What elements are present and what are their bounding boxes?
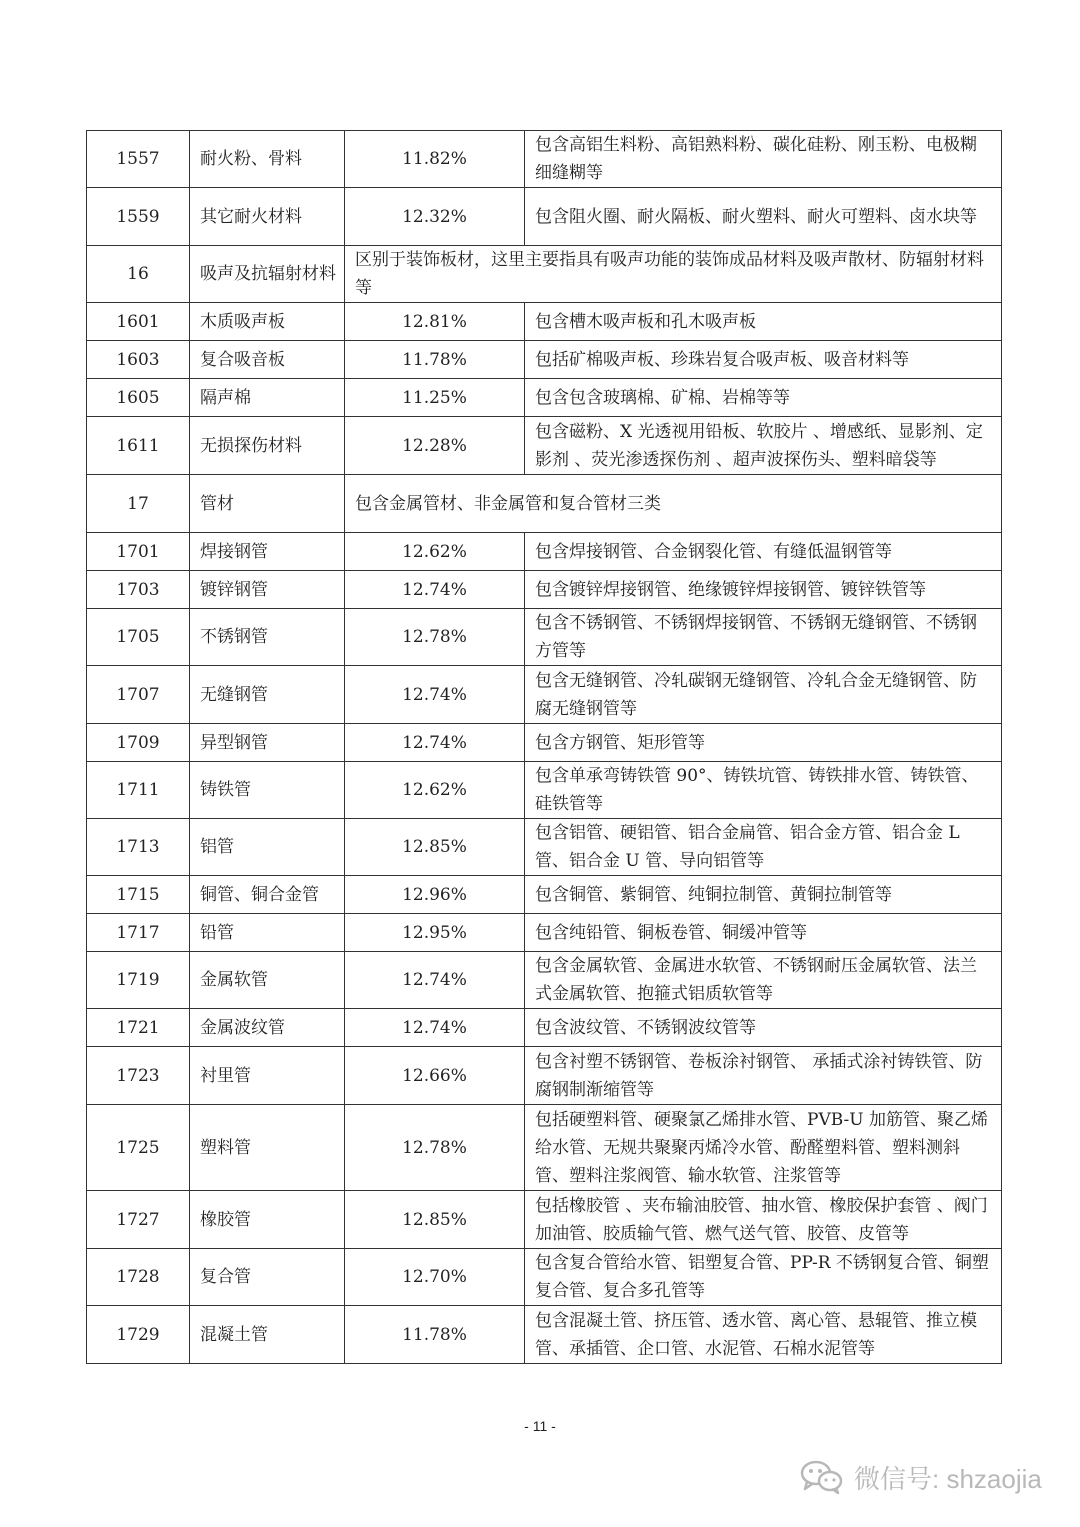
item-name: 铅管: [190, 914, 345, 952]
item-description: 包括硬塑料管、硬聚氯乙烯排水管、PVB-U 加筋管、聚乙烯给水管、无规共聚聚丙烯冷水管、酚醛塑料管、塑料测斜管、塑料注浆阀管、输水软管、注浆管等: [525, 1105, 1002, 1191]
item-description: 包含复合管给水管、铝塑复合管、PP-R 不锈钢复合管、铜塑复合管、复合多孔管等: [525, 1249, 1002, 1306]
table-row: [87, 1191, 1002, 1249]
item-code: 1721: [87, 1009, 190, 1047]
item-description: 包含金属软管、金属进水软管、不锈钢耐压金属软管、法兰式金属软管、抱箍式铝质软管等: [525, 952, 1002, 1009]
category-description: 包含金属管材、非金属管和复合管材三类: [345, 475, 1002, 533]
item-description: 包含阻火圈、耐火隔板、耐火塑料、耐火可塑料、卤水块等: [525, 188, 1002, 246]
item-code: 1705: [87, 609, 190, 666]
item-name: 不锈钢管: [190, 609, 345, 666]
item-rate: 12.78%: [345, 609, 525, 666]
wechat-icon: [800, 1459, 844, 1495]
item-name: 隔声棉: [190, 379, 345, 417]
item-name: 衬里管: [190, 1047, 345, 1105]
item-name: 铸铁管: [190, 762, 345, 819]
item-description: 包含磁粉、X 光透视用铅板、软胶片 、增感纸、显影剂、定影剂 、荧光渗透探伤剂 、超声波探伤头、塑料暗袋等: [525, 417, 1002, 475]
item-code: 1611: [87, 417, 190, 475]
item-description: 包含单承弯铸铁管 90°、铸铁坑管、铸铁排水管、铸铁管、硅铁管等: [525, 762, 1002, 819]
item-description: 包含铜管、紫铜管、纯铜拉制管、黄铜拉制管等: [525, 876, 1002, 914]
table-row: [87, 914, 1002, 952]
item-name: 其它耐火材料: [190, 188, 345, 246]
rate-table: [86, 130, 1002, 1364]
item-name: 异型钢管: [190, 724, 345, 762]
item-name: 无缝钢管: [190, 666, 345, 724]
table-row: [87, 131, 1002, 188]
item-rate: 11.78%: [345, 341, 525, 379]
item-rate: 12.74%: [345, 571, 525, 609]
table-row: [87, 666, 1002, 724]
item-rate: 12.74%: [345, 666, 525, 724]
item-name: 镀锌钢管: [190, 571, 345, 609]
item-code: 1701: [87, 533, 190, 571]
item-rate: 12.81%: [345, 303, 525, 341]
item-code: 1557: [87, 131, 190, 188]
page-number: - 11 -: [524, 1418, 556, 1434]
item-description: 包含不锈钢管、不锈钢焊接钢管、不锈钢无缝钢管、不锈钢方管等: [525, 609, 1002, 666]
table-row: [87, 379, 1002, 417]
table-row: [87, 188, 1002, 246]
item-description: 包括橡胶管 、夹布输油胶管、抽水管、橡胶保护套管 、阀门加油管、胶质输气管、燃气送气管、胶管、皮管等: [525, 1191, 1002, 1249]
table-row: [87, 571, 1002, 609]
category-name: 管材: [190, 475, 345, 533]
item-name: 复合吸音板: [190, 341, 345, 379]
table-row: [87, 417, 1002, 475]
item-rate: 12.28%: [345, 417, 525, 475]
item-code: 1719: [87, 952, 190, 1009]
category-code: 16: [87, 246, 190, 303]
item-name: 焊接钢管: [190, 533, 345, 571]
table-row: [87, 1249, 1002, 1306]
item-rate: 12.74%: [345, 1009, 525, 1047]
item-code: 1725: [87, 1105, 190, 1191]
item-rate: 12.74%: [345, 952, 525, 1009]
item-description: 包括矿棉吸声板、珍珠岩复合吸声板、吸音材料等: [525, 341, 1002, 379]
item-rate: 12.96%: [345, 876, 525, 914]
item-description: 包含铝管、硬铝管、铝合金扁管、铝合金方管、铝合金 L 管、铝合金 U 管、导向铝管等: [525, 819, 1002, 876]
item-code: 1605: [87, 379, 190, 417]
item-code: 1707: [87, 666, 190, 724]
item-rate: 12.74%: [345, 724, 525, 762]
item-name: 铝管: [190, 819, 345, 876]
item-description: 包含包含玻璃棉、矿棉、岩棉等等: [525, 379, 1002, 417]
item-name: 木质吸声板: [190, 303, 345, 341]
item-code: 1709: [87, 724, 190, 762]
table-row: [87, 1306, 1002, 1364]
table-row: [87, 303, 1002, 341]
item-rate: 12.85%: [345, 819, 525, 876]
item-description: 包含高铝生料粉、高铝熟料粉、碳化硅粉、刚玉粉、电极糊 细缝糊等: [525, 131, 1002, 188]
table-row: [87, 1047, 1002, 1105]
item-rate: 12.85%: [345, 1191, 525, 1249]
item-description: 包含焊接钢管、合金钢裂化管、有缝低温钢管等: [525, 533, 1002, 571]
item-description: 包含波纹管、不锈钢波纹管等: [525, 1009, 1002, 1047]
watermark: [800, 1452, 1042, 1502]
item-name: 复合管: [190, 1249, 345, 1306]
item-name: 铜管、铜合金管: [190, 876, 345, 914]
item-rate: 11.82%: [345, 131, 525, 188]
category-row: [87, 246, 1002, 303]
table-row: [87, 533, 1002, 571]
table-row: [87, 341, 1002, 379]
item-description: 包含混凝土管、挤压管、透水管、离心管、悬辊管、推立模管、承插管、企口管、水泥管、石棉水泥管等: [525, 1306, 1002, 1364]
item-code: 1703: [87, 571, 190, 609]
category-code: 17: [87, 475, 190, 533]
item-name: 金属软管: [190, 952, 345, 1009]
item-rate: 12.70%: [345, 1249, 525, 1306]
item-code: 1559: [87, 188, 190, 246]
table-row: [87, 762, 1002, 819]
item-code: 1601: [87, 303, 190, 341]
category-description: 区别于装饰板材，这里主要指具有吸声功能的装饰成品材料及吸声散材、防辐射材料等: [345, 246, 1002, 303]
item-rate: 12.66%: [345, 1047, 525, 1105]
item-description: 包含方钢管、矩形管等: [525, 724, 1002, 762]
item-name: 橡胶管: [190, 1191, 345, 1249]
table-row: [87, 609, 1002, 666]
item-code: 1728: [87, 1249, 190, 1306]
item-code: 1603: [87, 341, 190, 379]
table-row: [87, 724, 1002, 762]
item-description: 包含衬塑不锈钢管、卷板涂衬钢管、 承插式涂衬铸铁管、防腐钢制渐缩管等: [525, 1047, 1002, 1105]
item-name: 无损探伤材料: [190, 417, 345, 475]
item-code: 1713: [87, 819, 190, 876]
item-name: 塑料管: [190, 1105, 345, 1191]
item-code: 1711: [87, 762, 190, 819]
table-row: [87, 876, 1002, 914]
item-rate: 12.78%: [345, 1105, 525, 1191]
item-rate: 12.95%: [345, 914, 525, 952]
item-name: 耐火粉、骨料: [190, 131, 345, 188]
item-code: 1717: [87, 914, 190, 952]
item-rate: 11.25%: [345, 379, 525, 417]
category-name: 吸声及抗辐射材料: [190, 246, 345, 303]
item-code: 1727: [87, 1191, 190, 1249]
item-rate: 12.32%: [345, 188, 525, 246]
item-rate: 12.62%: [345, 533, 525, 571]
item-description: 包含镀锌焊接钢管、绝缘镀锌焊接钢管、镀锌铁管等: [525, 571, 1002, 609]
item-code: 1729: [87, 1306, 190, 1364]
table-row: [87, 1105, 1002, 1191]
table-row: [87, 952, 1002, 1009]
item-rate: 12.62%: [345, 762, 525, 819]
table-row: [87, 1009, 1002, 1047]
table-row: [87, 819, 1002, 876]
item-code: 1723: [87, 1047, 190, 1105]
watermark-text: 微信号: shzaojia: [854, 1463, 1042, 1494]
item-rate: 11.78%: [345, 1306, 525, 1364]
item-description: 包含槽木吸声板和孔木吸声板: [525, 303, 1002, 341]
item-description: 包含无缝钢管、冷轧碳钢无缝钢管、冷轧合金无缝钢管、防腐无缝钢管等: [525, 666, 1002, 724]
item-code: 1715: [87, 876, 190, 914]
category-row: [87, 475, 1002, 533]
item-name: 金属波纹管: [190, 1009, 345, 1047]
item-name: 混凝土管: [190, 1306, 345, 1364]
item-description: 包含纯铅管、铜板卷管、铜缓冲管等: [525, 914, 1002, 952]
